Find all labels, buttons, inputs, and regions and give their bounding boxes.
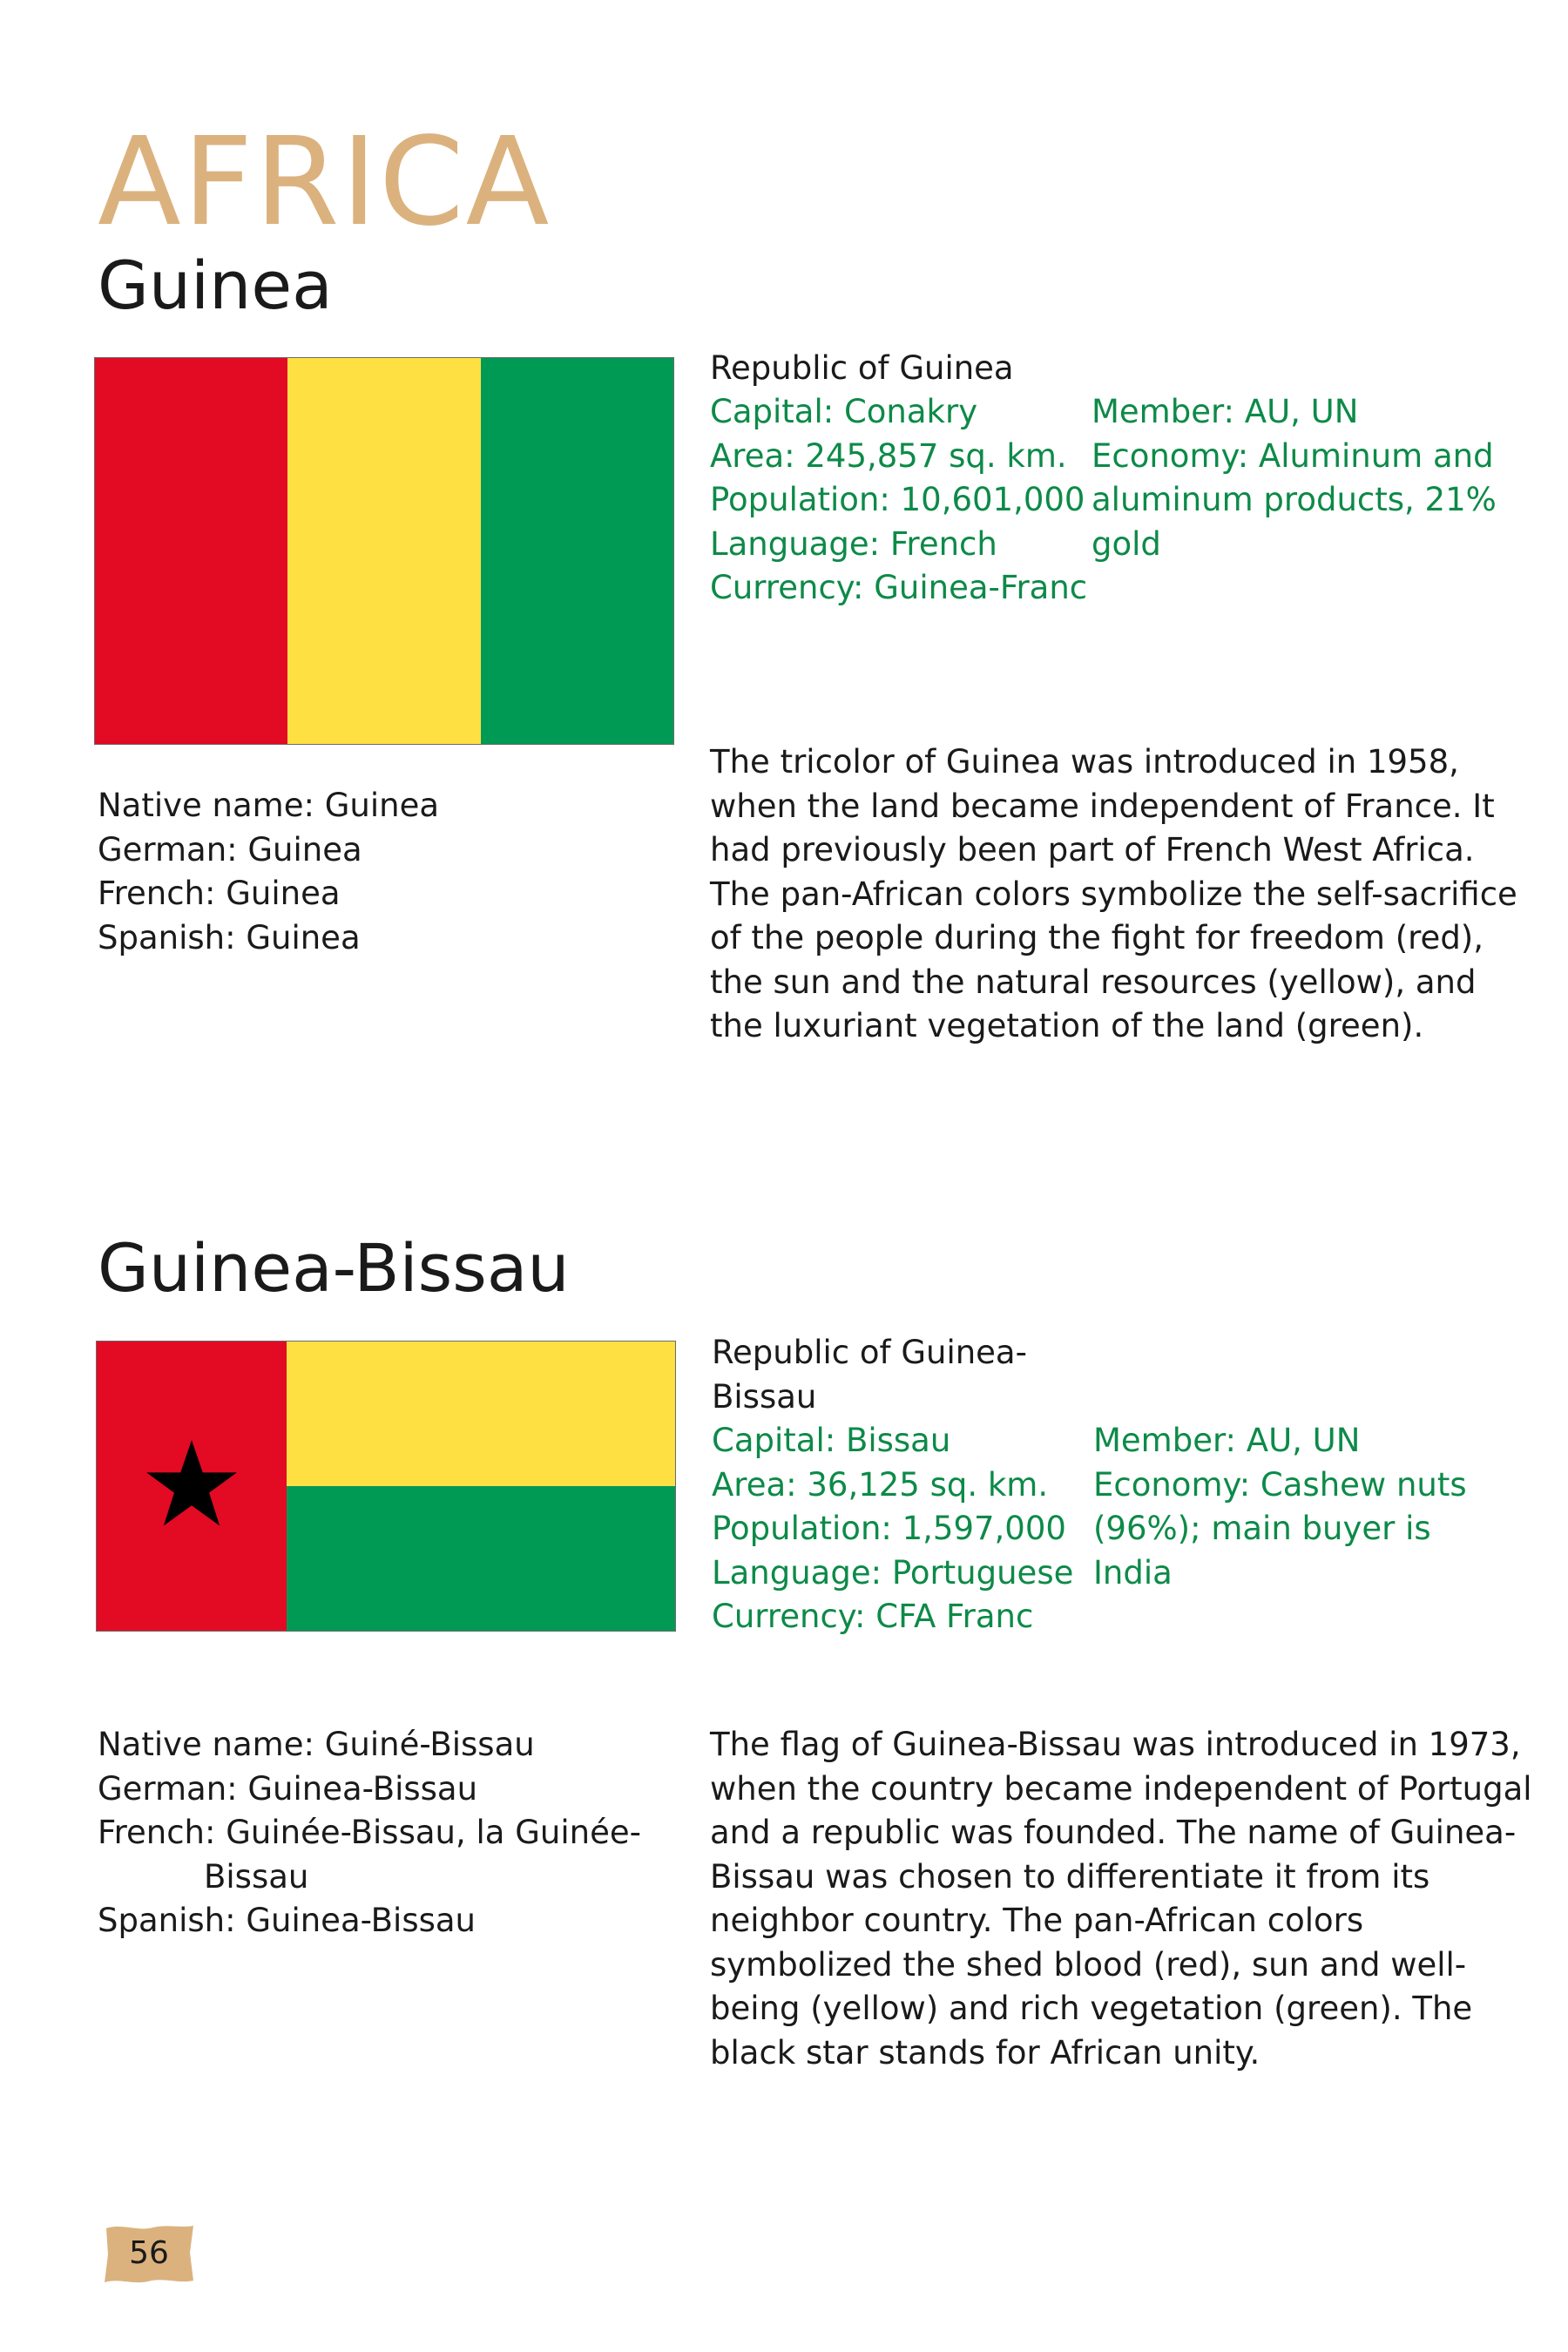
fact-economy-line: (96%); main buyer is — [1093, 1510, 1431, 1547]
description-line: the sun and the natural resources (yellow), and — [710, 963, 1477, 1001]
fact-member: Member: AU, UN — [1092, 393, 1359, 430]
description-line: neighbor country. The pan-African colors — [710, 1902, 1364, 1939]
name-german: German: Guinea-Bissau — [98, 1769, 478, 1808]
fact-language: Language: Portuguese — [712, 1553, 1074, 1592]
name-french: French: Guinea — [98, 875, 341, 912]
fact-capital: Capital: Bissau — [712, 1422, 951, 1459]
fact-economy-line: Economy: Cashew nuts — [1093, 1465, 1467, 1504]
flag-stripe-green — [481, 358, 673, 744]
facts-right-guinea-bissau — [1093, 1419, 1467, 1595]
fact-language: Language: French — [710, 524, 997, 563]
description-line: symbolized the shed blood (red), sun and well- — [710, 1945, 1467, 1984]
name-spanish: Spanish: Guinea-Bissau — [98, 1902, 476, 1939]
star-icon — [145, 1438, 239, 1532]
name-french: French: Guinée-Bissau, la Guinée- — [98, 1814, 641, 1851]
page-number-badge — [103, 2223, 195, 2284]
name-german: German: Guinea — [98, 830, 362, 868]
fact-economy-line: India — [1093, 1553, 1173, 1592]
fact-economy-line: aluminum products, 21% — [1092, 481, 1497, 518]
official-name-line: Bissau — [712, 1377, 817, 1416]
fact-currency: Currency: Guinea-Franc — [710, 569, 1088, 606]
official-name-guinea — [710, 347, 1014, 391]
description-line: The tricolor of Guinea was introduced in 1958, — [710, 743, 1459, 781]
name-native: Native name: Guinea — [98, 787, 440, 824]
official-name-line: Republic of Guinea — [710, 349, 1014, 387]
flag-stripe-red — [95, 358, 287, 744]
names-guinea — [98, 784, 439, 960]
fact-population: Population: 10,601,000 — [710, 481, 1085, 518]
flag-guinea-bissau — [96, 1341, 676, 1632]
flag-stripe-yellow — [287, 358, 481, 744]
description-line: the luxuriant vegetation of the land (green). — [710, 1007, 1424, 1044]
official-name-guinea-bissau — [712, 1331, 1027, 1419]
description-line: Bissau was chosen to differentiate it from its — [710, 1857, 1430, 1896]
fact-capital: Capital: Conakry — [710, 393, 978, 430]
fact-area: Area: 245,857 sq. km. — [710, 436, 1067, 475]
description-line: when the country became independent of Portugal — [710, 1769, 1532, 1808]
name-spanish: Spanish: Guinea — [98, 918, 361, 956]
facts-left-guinea-bissau — [712, 1419, 1073, 1639]
name-native: Native name: Guiné-Bissau — [98, 1726, 535, 1763]
flag-guinea — [94, 357, 674, 745]
name-french-continued: Bissau — [204, 1857, 309, 1896]
fact-economy-line: Economy: Aluminum and — [1092, 436, 1494, 475]
description-guinea-bissau — [710, 1723, 1532, 2075]
description-line: The pan-African colors symbolize the self-sacrifice — [710, 875, 1517, 913]
fact-member: Member: AU, UN — [1093, 1422, 1361, 1459]
fact-area: Area: 36,125 sq. km. — [712, 1465, 1049, 1504]
region-heading: AFRICA — [98, 112, 551, 253]
description-line: when the land became independent of France. It — [710, 787, 1495, 825]
facts-left-guinea — [710, 390, 1087, 611]
fact-currency: Currency: CFA Franc — [712, 1598, 1034, 1635]
description-line: The flag of Guinea-Bissau was introduced in 1973, — [710, 1726, 1521, 1763]
country-title-guinea-bissau: Guinea-Bissau — [98, 1229, 570, 1307]
names-guinea-bissau — [98, 1723, 641, 1943]
country-title-guinea: Guinea — [98, 247, 333, 324]
description-line: being (yellow) and rich vegetation (green). The — [710, 1990, 1473, 2027]
page-number: 56 — [129, 2235, 169, 2271]
description-line: had previously been part of French West Africa. — [710, 831, 1475, 868]
description-line: and a republic was founded. The name of Guinea- — [710, 1814, 1517, 1851]
description-guinea — [710, 740, 1517, 1049]
fact-population: Population: 1,597,000 — [712, 1510, 1066, 1547]
flag-band-yellow — [287, 1342, 675, 1486]
flag-band-green — [287, 1486, 675, 1631]
fact-economy-line: gold — [1092, 524, 1161, 563]
official-name-line: Republic of Guinea- — [712, 1334, 1027, 1371]
description-line: black star stands for African unity. — [710, 2033, 1260, 2072]
facts-right-guinea — [1092, 390, 1497, 566]
description-line: of the people during the fight for freedom (red), — [710, 919, 1484, 956]
